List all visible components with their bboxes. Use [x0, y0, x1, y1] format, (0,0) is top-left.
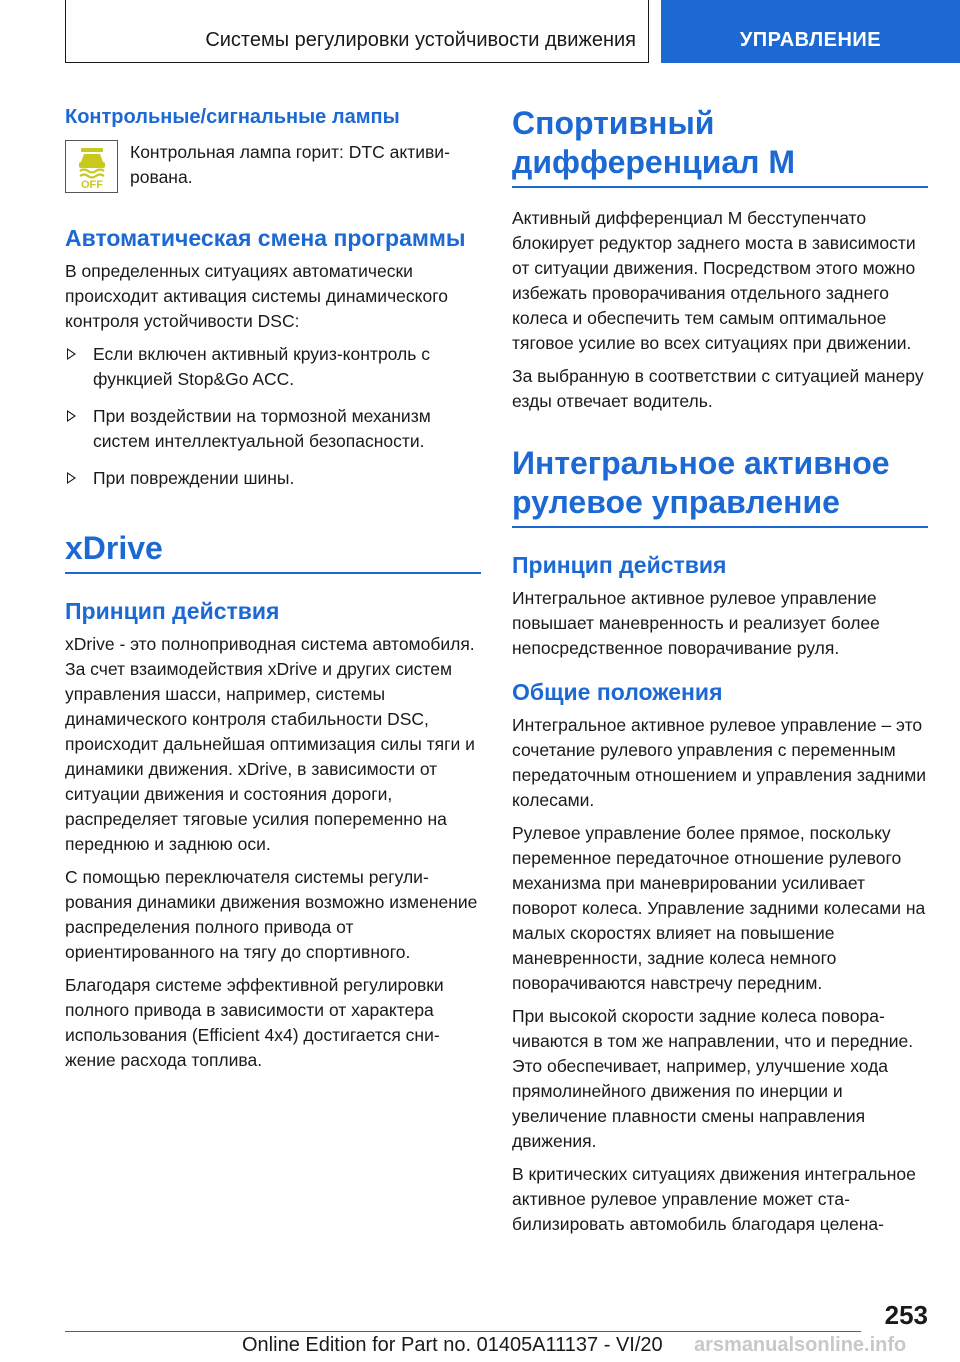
right-column	[512, 104, 928, 1237]
bullet-triangle-icon	[67, 472, 76, 484]
auto-program-heading: Автоматическая смена программы	[65, 225, 466, 251]
chapter-title: Системы регулировки устойчивости движения	[205, 29, 636, 51]
bullet-triangle-icon	[67, 410, 76, 422]
left-column	[65, 104, 481, 1073]
xdrive-principle-heading: Принцип действия	[65, 598, 280, 624]
general-paragraph: Интегральное активное рулевое управление – это сочетание рулевого управления с переменным передаточным отношением и управления задними колесами.	[512, 715, 927, 810]
section-tab-label: УПРАВЛЕНИЕ	[739, 29, 882, 51]
general-paragraph: При высокой скорости задние колеса поворачиваются в том же направлении, что и передние. Это обеспечивает, например, улучшение хода прямолинейного движения по инерции и увеличение плавности смены направления движения.	[512, 1006, 914, 1151]
general-paragraph: В критических ситуациях движения интегральное активное рулевое управление может стабилизировать автомобиль благодаря целена-	[512, 1164, 916, 1234]
footer-divider	[65, 1331, 861, 1332]
list-item: Если включен активный круиз-контроль с функцией Stop&Go ACC.	[65, 342, 481, 392]
m-differential-paragraph: За выбранную в соответствии с ситуацией манеру езды отвечает водитель.	[512, 366, 924, 411]
general-heading: Общие положения	[512, 679, 723, 705]
lamp-description: Контрольная лампа горит: DTC активирована.	[130, 142, 450, 187]
footer-watermark: arsmanualsonline.info	[694, 1334, 907, 1356]
general-paragraph: Рулевое управление более прямое, поскольку переменное передаточное отношение рулевого механизма при маневрировании усиливает поворот колеса. Управление задними колесами на малых скоростях влияет на повышение маневренности, задние колеса немного поворачиваются навстречу передним.	[512, 823, 926, 993]
xdrive-paragraph: xDrive - это полноприводная система автомобиля. За счет взаимодействия xDrive и других систем управления шасси, например, системы динамического контроля стабильности DSC, происходит дальнейшая оптимизация силы тяги и динамики движения. xDrive, в зависимости от ситуации движения и состояния дороги, распределяет тяговые усилия попеременно на переднюю и заднюю оси.	[65, 634, 475, 854]
auto-program-list	[65, 342, 481, 491]
dtc-off-warning-icon	[65, 140, 118, 193]
m-differential-paragraph: Активный дифференциал M бесступенчато блокирует редуктор заднего моста в зависимости от ситуации движения. Посредством этого можно избежать проворачивания отдельного заднего колеса и обеспечить тем самым оптимальное тяговое усилие во всех ситуациях при движении.	[512, 208, 916, 353]
page-number: 253	[884, 1300, 928, 1330]
lamp-entry	[65, 140, 481, 193]
xdrive-paragraph: С помощью переключателя системы регулирования динамики движения возможно изменение распределения полного привода от ориентированного на тягу до спортивного.	[65, 867, 478, 962]
lamp-icon-text: OFF	[80, 178, 103, 189]
active-steering-heading: Интегральное активное рулевое управление	[512, 444, 928, 528]
header-section-tab	[661, 0, 960, 63]
list-item: При воздействии на тормозной механизм систем интеллектуальной безопасности.	[65, 404, 481, 454]
m-differential-heading: Спортивный дифференциал M	[512, 104, 928, 188]
list-item: При повреждении шины.	[65, 466, 481, 491]
footer-edition: Online Edition for Part no. 01405A11137 - VI/20	[242, 1334, 663, 1356]
xdrive-heading: xDrive	[65, 529, 481, 574]
lamps-heading: Контрольные/сигнальные лампы	[65, 106, 400, 128]
steering-principle-text: Интегральное активное рулевое управление повышает маневренность и реализует более непосредственное поворачивание руля.	[512, 588, 880, 658]
xdrive-paragraph: Благодаря системе эффективной регулировки полного привода в зависимости от характера использования (Efficient 4x4) достигается снижение расхода топлива.	[65, 975, 444, 1070]
header-chapter-box	[65, 0, 649, 63]
steering-principle-heading: Принцип действия	[512, 552, 727, 578]
auto-program-intro: В определенных ситуациях автоматически происходит активация системы динамического контроля устойчивости DSC:	[65, 261, 448, 331]
bullet-triangle-icon	[67, 348, 76, 360]
